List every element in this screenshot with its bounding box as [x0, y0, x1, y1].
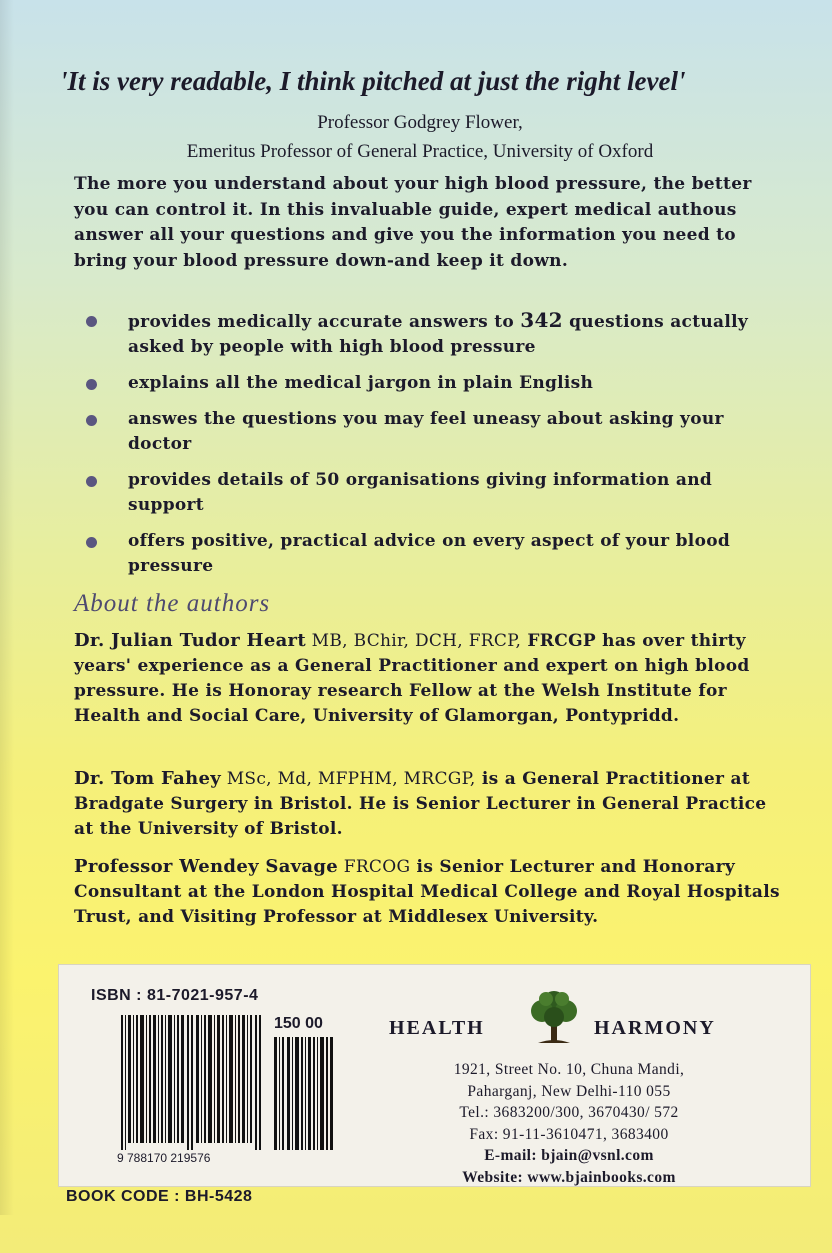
author-name: Professor Wendey Savage — [74, 856, 339, 877]
author-credentials: MB, BChir, DCH, FRCP, — [305, 631, 522, 651]
feature-text: answes the questions you may feel uneasy about asking your doctor — [128, 409, 724, 454]
feature-item — [74, 529, 774, 579]
publisher-sticker — [58, 964, 811, 1187]
phone-line: Tel.: 3683200/300, 3670430/ 572 — [459, 1104, 679, 1121]
author-credentials: FRCOG — [338, 857, 411, 877]
isbn-label: ISBN : 81-7021-957-4 — [91, 987, 259, 1004]
review-quote: 'It is very readable, I think pitched at just the right level' — [60, 66, 686, 96]
feature-text: offers positive, practical advice on every aspect of your blood pressure — [128, 531, 731, 576]
about-authors-heading: About the authors — [74, 590, 271, 617]
addon-barcode-icon — [274, 1037, 334, 1150]
feature-item — [74, 407, 774, 457]
barcode-digits: 9 788170 219576 — [117, 1151, 211, 1165]
address-line: Paharganj, New Delhi-110 055 — [467, 1082, 671, 1100]
address-line: 1921, Street No. 10, Chuna Mandi, — [453, 1061, 685, 1078]
email-line: E-mail: bjain@vsnl.com — [484, 1147, 654, 1164]
bullet-dot-icon — [86, 537, 97, 548]
website-line: Website: www.bjainbooks.com — [462, 1168, 676, 1186]
price-code: 150 00 — [274, 1015, 323, 1032]
feature-text: explains all the medical jargon in plain English — [128, 373, 594, 393]
author-description: is Senior Lecturer and Honorary Consultant at the London Hospital Medical College and Royal Hospitals Trust, and Visiting Professor at Middlesex University. — [74, 857, 780, 927]
book-code-label: BOOK CODE : BH-5428 — [66, 1188, 253, 1205]
feature-list — [74, 308, 774, 590]
feature-item — [74, 371, 774, 396]
author-bio — [74, 628, 784, 729]
tree-logo-icon — [524, 987, 584, 1047]
feature-text-start: provides medically accurate answers to — [128, 312, 521, 332]
cover-edge-shadow — [0, 0, 14, 1215]
feature-text: provides details of 50 organisations giving information and support — [128, 470, 713, 515]
intro-paragraph: The more you understand about your high blood pressure, the better you can control it. In this invaluable guide, expert medical authous answer all your questions and give you the information you need to bring your blood pressure down-and keep it down. — [74, 174, 752, 271]
publisher-name-left: HEALTH — [389, 1017, 485, 1039]
feature-item — [74, 308, 774, 360]
author-description: FRCGP has over thirty years' experience as a General Practitioner and expert on high blood pressure. He is Honoray research Fellow at the Welsh Institute for Health and Social Care, University of Glamorgan, Pontypridd. — [74, 631, 750, 726]
reviewer-title: Emeritus Professor of General Practice, University of Oxford — [186, 141, 654, 162]
publisher-address — [389, 1059, 749, 1188]
feature-number: 342 — [520, 308, 563, 332]
bullet-dot-icon — [86, 316, 97, 327]
reviewer-credit — [110, 108, 730, 166]
feature-text-end: questions actually asked by people with high blood pressure — [128, 312, 749, 357]
author-name: Dr. Tom Fahey — [74, 768, 221, 789]
author-description: is a General Practitioner at Bradgate Surgery in Bristol. He is Senior Lecturer in General Practice at the University of Bristol. — [74, 769, 767, 839]
reviewer-name: Professor Godgrey Flower, — [317, 112, 523, 133]
author-bio — [74, 766, 784, 842]
bullet-dot-icon — [86, 476, 97, 487]
bullet-dot-icon — [86, 415, 97, 426]
barcode-icon — [121, 1015, 261, 1150]
feature-item — [74, 468, 774, 518]
publisher-name-right: HARMONY — [594, 1017, 716, 1039]
author-name: Dr. Julian Tudor Heart — [74, 630, 306, 651]
bullet-dot-icon — [86, 379, 97, 390]
author-bio — [74, 854, 784, 930]
author-credentials: MSc, Md, MFPHM, MRCGP, — [220, 769, 476, 789]
fax-line: Fax: 91-11-3610471, 3683400 — [469, 1125, 669, 1143]
